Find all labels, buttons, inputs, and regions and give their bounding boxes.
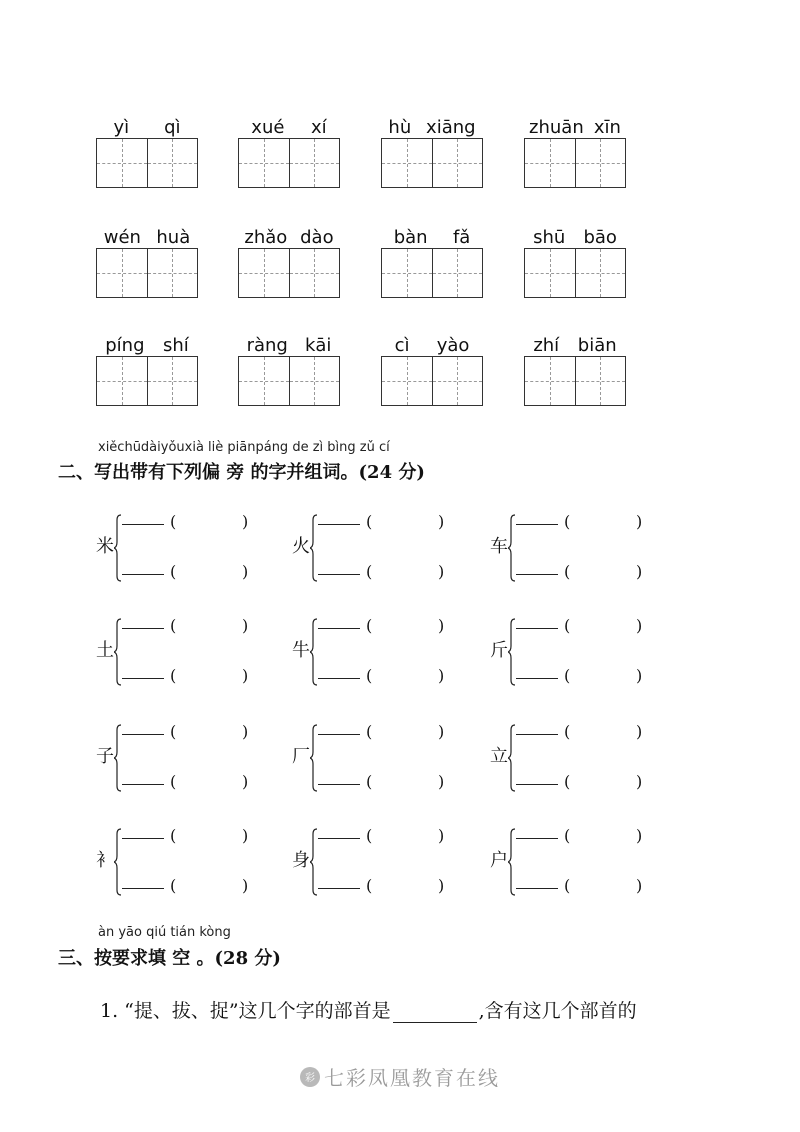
paren-close: )	[636, 616, 643, 635]
paren-open: (	[564, 512, 571, 531]
answer-blank[interactable]	[122, 784, 164, 785]
watermark-logo: 彩	[300, 1067, 320, 1087]
brace-icon	[508, 514, 516, 582]
radical-group	[292, 828, 452, 898]
paren-close: )	[636, 722, 643, 741]
paren-close: )	[438, 772, 445, 791]
writing-cell[interactable]	[147, 139, 198, 187]
section-3-heading: 三、按要求填 空 。(28 分)	[58, 948, 281, 969]
pinyin-syllable: dào	[300, 227, 334, 248]
tian-grid-box	[238, 356, 340, 406]
pinyin-label	[381, 330, 483, 356]
writing-cell[interactable]	[97, 357, 147, 405]
pinyin-syllable: hù	[388, 117, 412, 138]
paren-open: (	[564, 562, 571, 581]
pinyin-label	[96, 330, 198, 356]
pinyin-syllable: xīn	[593, 117, 621, 138]
pinyin-label	[96, 222, 198, 248]
pinyin-label	[238, 112, 340, 138]
answer-blank[interactable]	[318, 574, 360, 575]
answer-blank[interactable]	[516, 678, 558, 679]
brace-icon	[114, 618, 122, 686]
paren-open: (	[564, 772, 571, 791]
paren-close: )	[438, 616, 445, 635]
paren-open: (	[564, 876, 571, 895]
paren-open: (	[170, 722, 177, 741]
paren-open: (	[366, 826, 373, 845]
paren-open: (	[170, 512, 177, 531]
paren-open: (	[170, 616, 177, 635]
pinyin-syllable: yào	[436, 335, 470, 356]
writing-cell[interactable]	[239, 249, 289, 297]
answer-blank[interactable]	[122, 888, 164, 889]
pinyin-syllable: bàn	[393, 227, 428, 248]
pinyin-label	[238, 330, 340, 356]
question-1-text-end: ,含有这几个部首的	[478, 1000, 637, 1022]
pinyin-label	[524, 330, 626, 356]
watermark-text: 七彩凤凰教育在线	[324, 1066, 500, 1090]
answer-blank[interactable]	[122, 838, 164, 839]
writing-cell[interactable]	[289, 249, 340, 297]
pinyin-label	[238, 222, 340, 248]
tian-grid-box	[381, 248, 483, 298]
writing-cell[interactable]	[432, 139, 483, 187]
pinyin-syllable: qì	[164, 117, 181, 138]
brace-icon	[508, 724, 516, 792]
writing-cell[interactable]	[147, 357, 198, 405]
section-3-pinyin: àn yāo qiú tián kòng	[98, 925, 231, 940]
radical-group	[96, 618, 256, 688]
paren-close: )	[242, 826, 249, 845]
answer-blank[interactable]	[516, 628, 558, 629]
paren-close: )	[636, 666, 643, 685]
brace-icon	[310, 828, 318, 896]
radical-group	[490, 618, 650, 688]
section-2-pinyin: xiěchūdàiyǒuxià liè piānpáng de zì bìng zǔ cí	[98, 440, 390, 455]
answer-blank[interactable]	[318, 838, 360, 839]
paren-close: )	[242, 772, 249, 791]
tian-grid-box	[524, 356, 626, 406]
pinyin-label	[524, 112, 626, 138]
radical-group	[96, 514, 256, 584]
brace-icon	[310, 724, 318, 792]
pinyin-syllable: zhí	[533, 335, 560, 356]
paren-open: (	[366, 876, 373, 895]
writing-cell[interactable]	[575, 249, 626, 297]
writing-cell[interactable]	[575, 357, 626, 405]
pinyin-syllable: zhǎo	[244, 227, 288, 248]
brace-icon	[508, 618, 516, 686]
paren-close: )	[242, 616, 249, 635]
radical-char: 立	[490, 746, 508, 767]
writing-cell[interactable]	[289, 357, 340, 405]
answer-blank[interactable]	[516, 524, 558, 525]
pinyin-syllable: shí	[162, 335, 189, 356]
answer-blank[interactable]	[122, 628, 164, 629]
answer-blank[interactable]	[318, 888, 360, 889]
paren-close: )	[438, 826, 445, 845]
radical-char: 火	[292, 536, 310, 557]
paren-close: )	[636, 772, 643, 791]
brace-icon	[508, 828, 516, 896]
paren-close: )	[438, 876, 445, 895]
radical-group	[292, 514, 452, 584]
answer-blank[interactable]	[122, 574, 164, 575]
radical-char: 牛	[292, 640, 310, 661]
paren-open: (	[170, 772, 177, 791]
paren-open: (	[366, 562, 373, 581]
answer-blank[interactable]	[516, 784, 558, 785]
paren-open: (	[564, 722, 571, 741]
tian-grid-box	[524, 138, 626, 188]
question-1	[100, 996, 637, 1023]
writing-cell[interactable]	[525, 249, 575, 297]
paren-close: )	[242, 512, 249, 531]
paren-open: (	[564, 826, 571, 845]
tian-grid-box	[381, 356, 483, 406]
question-1-blank[interactable]	[393, 1002, 477, 1023]
answer-blank[interactable]	[318, 734, 360, 735]
radical-group	[490, 724, 650, 794]
answer-blank[interactable]	[516, 838, 558, 839]
paren-close: )	[438, 512, 445, 531]
tian-grid-box	[96, 138, 198, 188]
brace-icon	[114, 514, 122, 582]
pinyin-label	[96, 112, 198, 138]
brace-icon	[114, 828, 122, 896]
answer-blank[interactable]	[318, 678, 360, 679]
pinyin-syllable: cì	[394, 335, 410, 356]
pinyin-syllable: wén	[103, 227, 141, 248]
radical-group	[292, 724, 452, 794]
radical-char: 车	[490, 536, 508, 557]
paren-open: (	[366, 512, 373, 531]
tian-grid-box	[381, 138, 483, 188]
paren-close: )	[636, 876, 643, 895]
brace-icon	[310, 618, 318, 686]
writing-cell[interactable]	[432, 357, 483, 405]
brace-icon	[114, 724, 122, 792]
answer-blank[interactable]	[318, 628, 360, 629]
paren-open: (	[170, 826, 177, 845]
pinyin-syllable: xué	[251, 117, 285, 138]
paren-close: )	[636, 562, 643, 581]
paren-open: (	[564, 616, 571, 635]
paren-close: )	[438, 722, 445, 741]
radical-group	[490, 514, 650, 584]
brace-icon	[310, 514, 318, 582]
answer-blank[interactable]	[516, 734, 558, 735]
pinyin-syllable: xiāng	[426, 117, 476, 138]
paren-open: (	[170, 562, 177, 581]
paren-open: (	[564, 666, 571, 685]
radical-group	[292, 618, 452, 688]
paren-close: )	[242, 562, 249, 581]
pinyin-syllable: biān	[577, 335, 617, 356]
radical-char: 身	[292, 850, 310, 871]
paren-open: (	[366, 616, 373, 635]
paren-close: )	[242, 876, 249, 895]
writing-cell[interactable]	[525, 357, 575, 405]
pinyin-syllable: ràng	[246, 335, 288, 356]
answer-blank[interactable]	[122, 678, 164, 679]
pinyin-syllable: bāo	[583, 227, 617, 248]
paren-open: (	[366, 666, 373, 685]
writing-cell[interactable]	[239, 139, 289, 187]
radical-char: 子	[96, 746, 114, 767]
paren-close: )	[438, 666, 445, 685]
radical-char: 斤	[490, 640, 508, 661]
paren-open: (	[170, 876, 177, 895]
pinyin-syllable: yì	[113, 117, 130, 138]
answer-blank[interactable]	[122, 734, 164, 735]
radical-group	[96, 828, 256, 898]
paren-close: )	[242, 666, 249, 685]
writing-cell[interactable]	[239, 357, 289, 405]
tian-grid-box	[238, 138, 340, 188]
pinyin-label	[381, 112, 483, 138]
paren-close: )	[438, 562, 445, 581]
pinyin-syllable: huà	[156, 227, 191, 248]
radical-char: 土	[96, 640, 114, 661]
writing-cell[interactable]	[97, 139, 147, 187]
writing-cell[interactable]	[382, 357, 432, 405]
pinyin-syllable: shū	[533, 227, 566, 248]
paren-close: )	[636, 826, 643, 845]
radical-char: 衤	[96, 850, 114, 871]
question-1-text: 1. “提、拔、捉”这几个字的部首是	[100, 1000, 391, 1022]
answer-blank[interactable]	[318, 524, 360, 525]
pinyin-label	[524, 222, 626, 248]
writing-cell[interactable]	[382, 139, 432, 187]
watermark	[0, 1062, 800, 1091]
radical-char: 米	[96, 536, 114, 557]
paren-open: (	[170, 666, 177, 685]
paren-open: (	[366, 722, 373, 741]
radical-group	[490, 828, 650, 898]
pinyin-syllable: fǎ	[452, 227, 471, 248]
tian-grid-box	[96, 356, 198, 406]
paren-open: (	[366, 772, 373, 791]
writing-cell[interactable]	[97, 249, 147, 297]
pinyin-syllable: xí	[311, 117, 327, 138]
writing-cell[interactable]	[575, 139, 626, 187]
pinyin-label	[381, 222, 483, 248]
answer-blank[interactable]	[122, 524, 164, 525]
writing-cell[interactable]	[382, 249, 432, 297]
radical-group	[96, 724, 256, 794]
pinyin-syllable: zhuān	[529, 117, 584, 138]
answer-blank[interactable]	[516, 574, 558, 575]
radical-char: 厂	[292, 746, 310, 767]
writing-cell[interactable]	[289, 139, 340, 187]
writing-cell[interactable]	[525, 139, 575, 187]
tian-grid-box	[96, 248, 198, 298]
paren-close: )	[242, 722, 249, 741]
paren-close: )	[636, 512, 643, 531]
answer-blank[interactable]	[516, 888, 558, 889]
pinyin-syllable: píng	[105, 335, 145, 356]
tian-grid-box	[524, 248, 626, 298]
writing-cell[interactable]	[432, 249, 483, 297]
radical-char: 户	[490, 850, 508, 871]
answer-blank[interactable]	[318, 784, 360, 785]
tian-grid-box	[238, 248, 340, 298]
writing-cell[interactable]	[147, 249, 198, 297]
pinyin-syllable: kāi	[304, 335, 332, 356]
section-2-heading: 二、写出带有下列偏 旁 的字并组词。(24 分)	[58, 462, 425, 483]
